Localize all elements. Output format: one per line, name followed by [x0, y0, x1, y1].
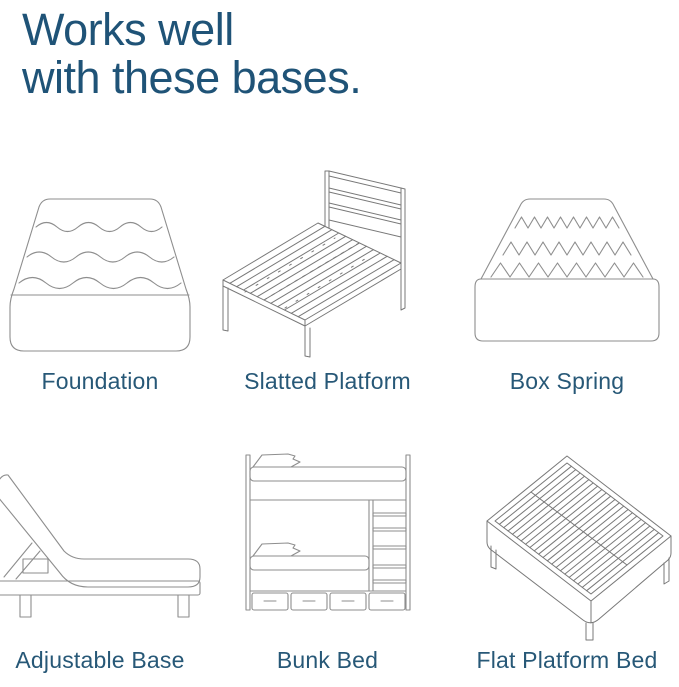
base-card-adjustable-base	[0, 399, 200, 680]
base-card-bunk-bed	[200, 399, 455, 680]
base-card-slatted-platform	[200, 101, 455, 399]
base-label-foundation: Foundation	[41, 368, 159, 395]
base-label-bunk-bed: Bunk Bed	[276, 647, 379, 674]
base-label-slatted-platform: Slatted Platform	[244, 368, 411, 395]
base-label-box-spring: Box Spring	[509, 368, 625, 395]
flat-platform-bed-illustration-icon	[455, 436, 679, 641]
foundation-illustration-icon	[0, 181, 200, 356]
base-card-foundation	[0, 101, 200, 399]
base-label-adjustable-base: Adjustable Base	[15, 647, 185, 674]
base-card-box-spring	[455, 101, 679, 399]
bases-grid	[0, 101, 679, 680]
base-card-flat-platform-bed	[455, 399, 679, 680]
page-title	[0, 0, 679, 101]
adjustable-base-illustration-icon	[0, 465, 210, 625]
bunk-bed-illustration-icon	[233, 443, 423, 633]
page-title-line1: Works well	[22, 4, 234, 55]
base-label-flat-platform-bed: Flat Platform Bed	[476, 647, 658, 674]
box-spring-illustration-icon	[467, 181, 667, 356]
slatted-platform-illustration-icon	[213, 158, 443, 358]
page-title-line2: with these bases.	[22, 51, 362, 103]
